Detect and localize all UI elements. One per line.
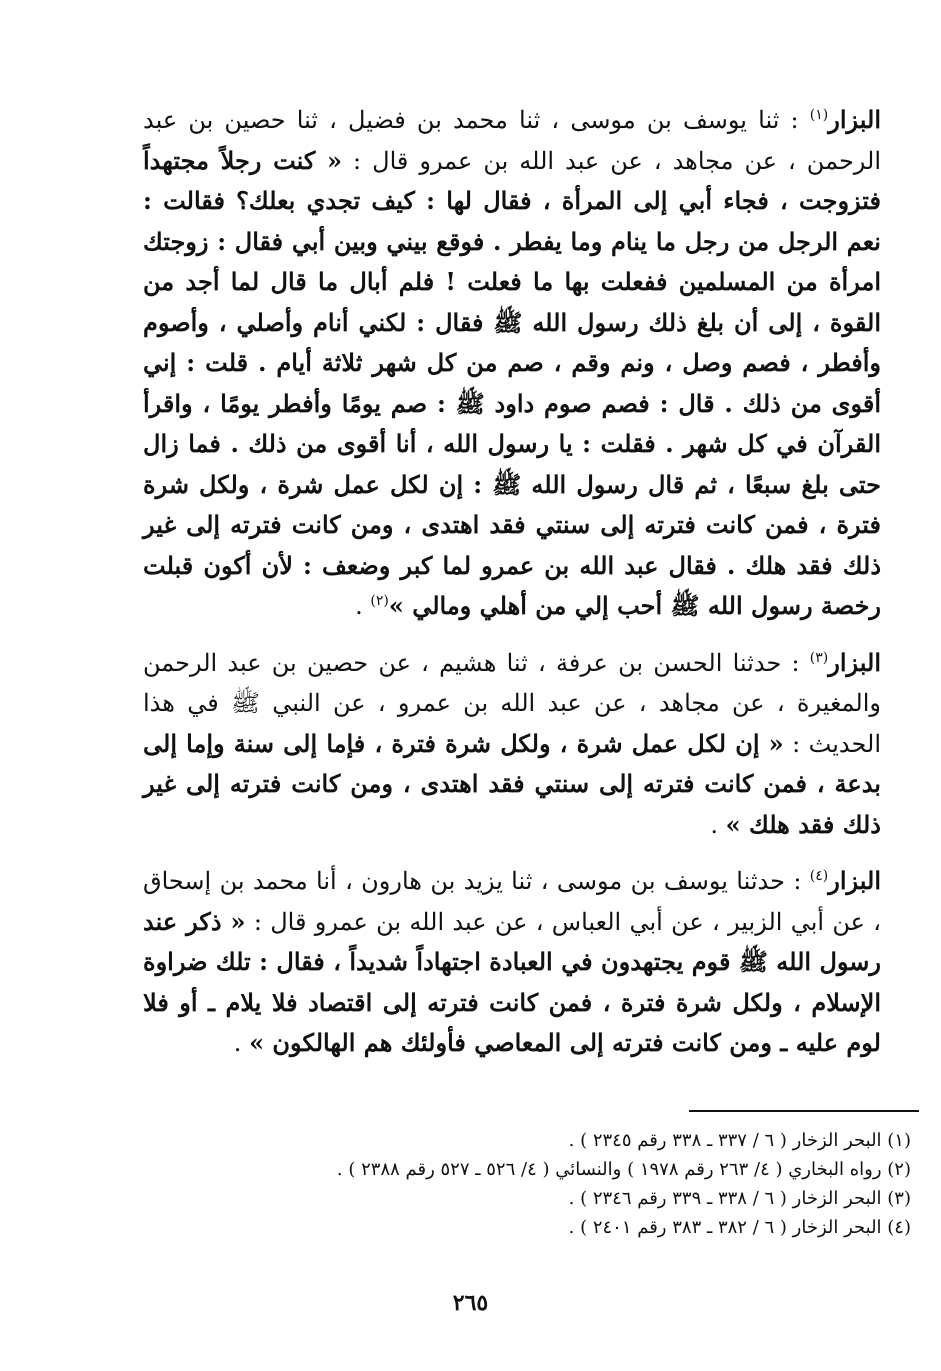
footnote-ref: (١) [809, 107, 829, 123]
isnad-text: : حدثنا الحسن بن عرفة ، ثنا هشيم ، عن حصين بن عبد الرحمن والمغيرة ، عن مجاهد ، عن عبد الله بن عمرو ، عن النبي ﷺ في هذا الحديث : [143, 648, 881, 758]
hadith-paragraph-3 [143, 861, 881, 1064]
paragraph-end: . [710, 810, 726, 839]
hadith-paragraph-2 [143, 643, 881, 846]
footnote-3: (٣) البحر الزخار ( ٦ / ٣٣٨ ـ ٣٣٩ رقم ٢٣٤٦ ) . [568, 1188, 911, 1209]
footnote-ref: (٤) [809, 868, 829, 884]
footnote-ref: (٣) [809, 649, 829, 666]
matn-text: « ذكر عند رسول الله ﷺ قوم يجتهدون في العبادة اجتهاداً شديداً ، فقال : تلك ضراوة الإسلام ، ولكل شرة فترة ، فمن كانت فترته إلى اقتصاد فلا يلام ـ أو فلا لوم عليه ـ ومن كانت فترته إلى المعاصي فأولئك هم الهالكون » [143, 906, 881, 1057]
footnotes [151, 1126, 911, 1242]
hadith-paragraph-1 [143, 100, 881, 627]
page-number: ٢٦٥ [452, 1290, 489, 1316]
main-text [143, 100, 881, 1080]
footnote-ref: (٢) [370, 593, 389, 609]
footnote-2: (٢) رواه البخاري ( ٤/ ٢٦٣ رقم ١٩٧٨ ) والنسائي ( ٤/ ٥٢٦ ـ ٥٢٧ رقم ٢٣٨٨ ) . [336, 1159, 911, 1180]
paragraph-end: . [233, 1029, 250, 1057]
source-name: البزار [828, 866, 881, 895]
isnad-text: : حدثنا يوسف بن موسى ، ثنا يزيد بن هارون ، أنا محمد بن إسحاق ، عن أبي الزبير ، عن أبي العباس ، عن عبد الله بن عمرو قال : [143, 867, 881, 936]
source-name: البزار [828, 647, 881, 677]
footnote-4: (٤) البحر الزخار ( ٦ / ٣٨٢ ـ ٣٨٣ رقم ٢٤٠١ ) . [568, 1217, 911, 1238]
paragraph-end: . [355, 592, 371, 620]
footnote-divider [689, 1110, 919, 1112]
matn-text: « إن لكل عمل شرة ، ولكل شرة فترة ، فإما إلى سنة وإما إلى بدعة ، فمن كانت فترته إلى سنتي فقد اهتدى ، ومن كانت فترته إلى غير ذلك فقد هلك » [143, 728, 881, 839]
isnad-text: : ثنا يوسف بن موسى ، ثنا محمد بن فضيل ، ثنا حصين بن عبد الرحمن ، عن مجاهد ، عن عبد الله بن عمرو قال : [143, 106, 881, 175]
source-name: البزار [828, 105, 881, 134]
footnote-1: (١) البحر الزخار ( ٦ / ٣٣٧ ـ ٣٣٨ رقم ٢٣٤٥ ) . [568, 1130, 911, 1151]
matn-text: « كنت رجلاً مجتهداً فتزوجت ، فجاء أبي إلى المرأة ، فقال لها : كيف تجدي بعلك؟ فقالت : نعم الرجل من رجل ما ينام وما يفطر . فوقع بيني وبين أبي فقال : زوجتك امرأة من المسلمين ففعلت بها ما فعلت ! فلم أبال ما قال لما أجد من القوة ، إلى أن بلغ ذلك رسول الله ﷺ فقال : لكني أنام وأصلي ، وأصوم وأفطر ، فصم وصل ، ونم وقم ، صم من كل شهر ثلاثة أيام . قلت : إني أقوى من ذلك . قال : فصم صوم داود ﷺ : صم يومًا وأفطر يومًا ، واقرأ القرآن في كل شهر . فقلت : يا رسول الله ، أنا أقوى من ذلك . فما زال حتى بلغ سبعًا ، ثم قال رسول الله ﷺ : إن لكل عمل شرة ، ولكل شرة فترة ، فمن كانت فترته إلى سنتي فقد اهتدى ، ومن كانت فترته إلى غير ذلك فقد هلك . فقال عبد الله بن عمرو لما كبر وضعف : لأن أكون قبلت رخصة رسول الله ﷺ أحب إلي من أهلي ومالي » [143, 145, 882, 620]
